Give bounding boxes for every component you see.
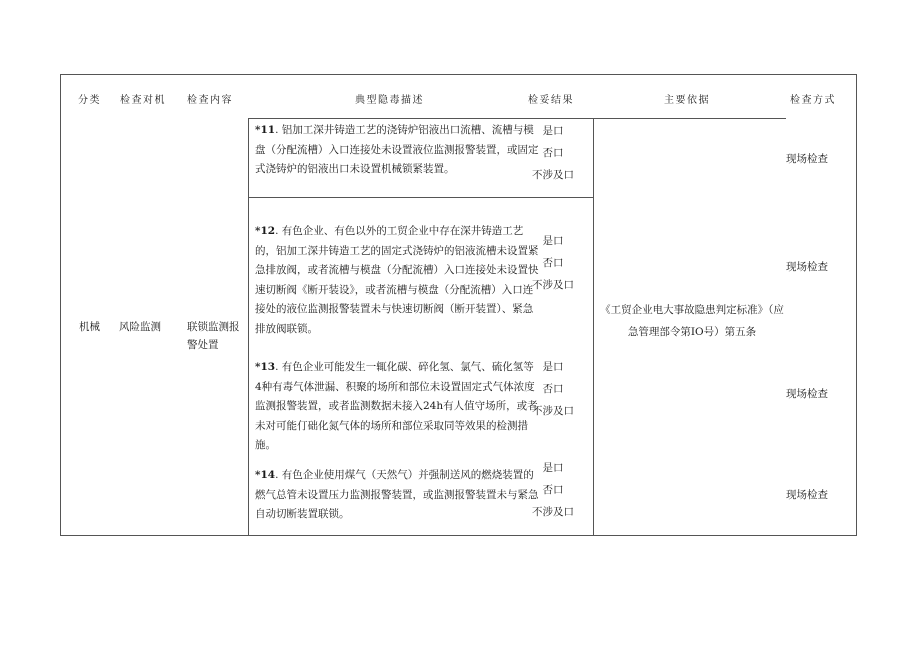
option-na-checkbox[interactable]: 不涉及口 [532,506,574,518]
item-12-options [528,230,578,296]
content-cell: 联锁监测报警处置 [187,321,240,351]
item-11-options [528,120,578,186]
header-object: 检查对机 [120,95,166,106]
row-divider [248,197,593,198]
option-yes-checkbox[interactable]: 是口 [542,462,564,474]
item-number: *12 [255,225,276,237]
option-no-checkbox[interactable]: 否口 [542,257,564,269]
category-cell: 机械 [79,321,100,333]
option-no-checkbox[interactable]: 否口 [542,383,564,395]
item-number: *14 [255,469,276,481]
item-12-method: 现场检查 [786,261,828,273]
item-text: . 有色企业、有色以外的工贸企业中存在深井铸造工艺的，铝加工深井铸造工艺的固定式浇铸炉的铝液流槽未设置紧急排放阀，或者流槽与模盘（分配流槽）入口连接处未设置快速切断阀《断开装设》，或者流槽与模盘（分配流槽）入口连接处的液位监测报警装置未与快速切断阀（断开装置）、紧急排放阀联锁。 [255,225,539,335]
header-method: 检查方式 [790,95,836,106]
item-13-method: 现场检查 [786,388,828,400]
item-text: . 铝加工深井铸造工艺的浇铸炉铝液出口流槽、流槽与模盘（分配流槽）入口连接处未设置液位监测报警装置，或固定式浇铸炉的铝液出口未设置机械锁紧装置。 [255,124,539,175]
option-na-checkbox[interactable]: 不涉及口 [532,405,574,417]
item-14-method: 现场检查 [786,489,828,501]
item-number: *11 [255,124,276,136]
item-14-options [528,457,578,523]
header-result: 检妥结果 [528,95,574,106]
col-divider-basis-left [593,118,594,536]
option-no-checkbox[interactable]: 否口 [542,484,564,496]
item-text: . 有色企业使用煤气（天然气）并强制送风的燃烧装置的燃气总管未设置压力监测报警装置，或监测报警装置未与紧急自动切断装置联锁。 [255,469,539,520]
item-11-method: 现场检查 [786,153,828,165]
basis-cell: 《工贸企业电大事故隐患判定标准》（应急管理部令第IO号）第五条 [600,304,784,338]
object-cell: 风险监测 [119,321,161,333]
option-yes-checkbox[interactable]: 是口 [542,361,564,373]
item-14-description [255,466,540,525]
item-13-options [528,356,578,422]
item-12-description [255,222,540,339]
header-basis: 主要依据 [664,95,710,106]
option-yes-checkbox[interactable]: 是口 [542,235,564,247]
item-11-description [255,121,540,180]
item-number: *13 [255,361,276,373]
header-description: 典型隐毒描述 [355,95,424,106]
option-na-checkbox[interactable]: 不涉及口 [532,169,574,181]
option-no-checkbox[interactable]: 否口 [542,147,564,159]
col-divider-desc-left [248,118,249,536]
header-divider [248,118,786,119]
item-13-description [255,358,540,456]
header-category: 分类 [78,95,101,106]
item-text: . 有色企业可能发生一辄化碳、碎化氢、氯气、硫化氢等4种有毒气体泄漏、积聚的场所和部位未设置固定式气体浓度监测报警装置，或者监测数据未接入24h有人值守场所，或者未对可能仃础化氮气体的场所和部位采取同等效果的检测措施。 [255,361,538,451]
option-yes-checkbox[interactable]: 是口 [542,125,564,137]
header-content: 检查内容 [187,95,233,106]
option-na-checkbox[interactable]: 不涉及口 [532,279,574,291]
